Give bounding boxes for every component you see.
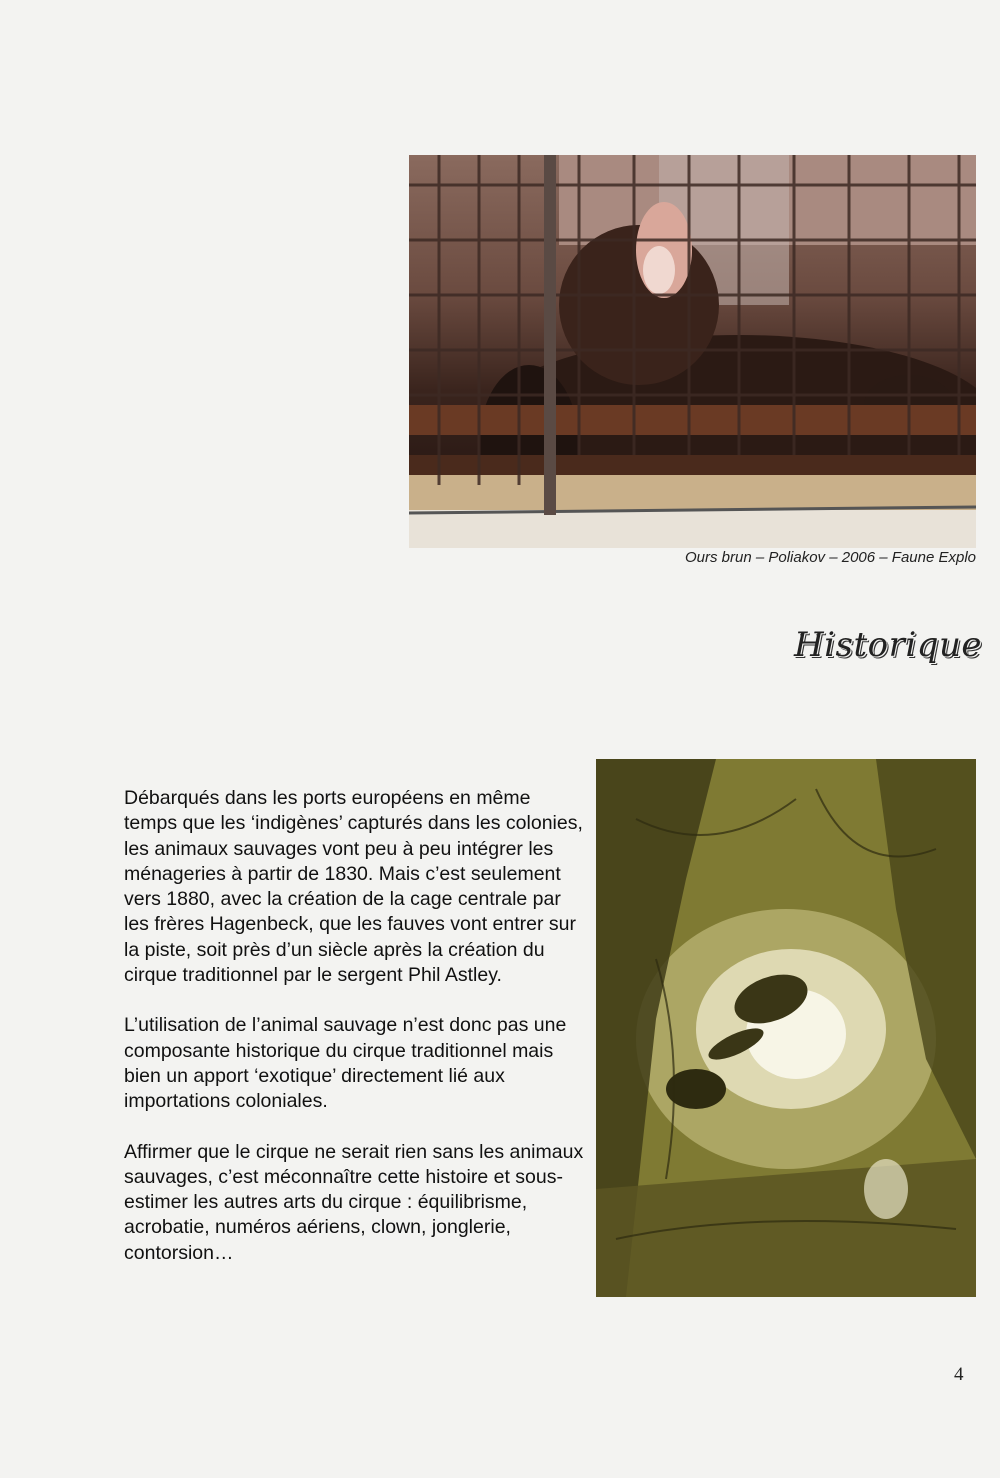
section-title: Historique [793,625,982,665]
jungle-engraving-illustration [596,759,976,1297]
page-number: 4 [954,1364,964,1385]
paragraph-3: Affirmer que le cirque ne serait rien sans les animaux sauvages, c’est méconnaître cette histoire et sous-estimer les autres arts du cirque : équilibrisme, acrobatie, numéros aériens, clown, jonglerie, contorsion… [124,1140,584,1264]
photo-caption: Ours brun – Poliakov – 2006 – Faune Explo [684,549,976,566]
paragraph-2: L’utilisation de l’animal sauvage n’est donc pas une composante historique du cirque traditionnel mais bien un apport ‘exotique’ directement lié aux importations coloniales. [124,1014,567,1113]
bear-cage-photo [409,155,976,548]
paragraph-1: Débarqués dans les ports européens en même temps que les ‘indigènes’ capturés dans les colonies, les animaux sauvages vont peu à peu intégrer les ménageries à partir de 1830. Mais c’est seulement vers 1880, avec la création de la cage centrale par les frères Hagenbeck, que les fauves vont entrer sur la piste, soit près d’un siècle après la création du cirque traditionnel par le sergent Phil Astley. [124,787,583,987]
body-text [124,786,584,1291]
